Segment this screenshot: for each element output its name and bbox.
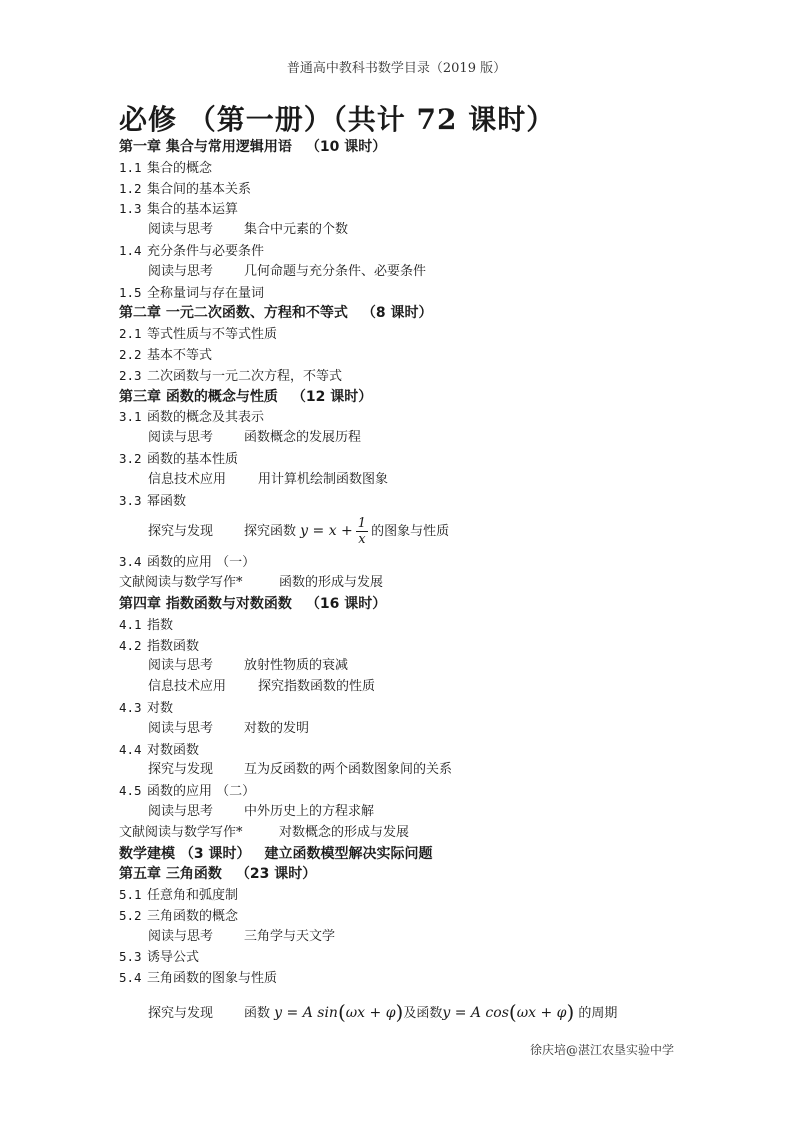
section-1-1: [119, 158, 719, 179]
section-4-4: [119, 740, 719, 761]
section-3-4: [119, 552, 719, 573]
formula-cos: y = A cos: [442, 1005, 509, 1022]
chapter-title: 第三章 函数的概念与性质: [119, 388, 278, 405]
section-1-5: [119, 283, 719, 304]
section-number: 5.3: [119, 949, 142, 965]
writing-title: 对数概念的形成与发展: [279, 824, 410, 840]
writing-title: 函数的形成与发展: [279, 575, 384, 591]
chapter-hours: （10 课时）: [305, 139, 387, 155]
section-title: 全称量词与存在量词: [147, 285, 265, 301]
reading-title: 三角学与天文学: [244, 928, 336, 944]
reading-1-3: [119, 220, 719, 241]
section-number: 3.1: [119, 409, 142, 425]
chapter-3: [119, 387, 719, 408]
paren-close: ): [566, 1000, 575, 1025]
section-2-2: [119, 345, 719, 366]
reading-title: 函数概念的发展历程: [244, 430, 362, 446]
page-title: 必修 （第一册）（共计 72 课时）: [119, 103, 556, 136]
reading-kind: 探究与发现: [148, 762, 214, 778]
reading-3-3: [119, 511, 719, 552]
fraction-denominator: x: [358, 532, 366, 548]
reading-kind: 信息技术应用: [148, 471, 227, 487]
section-title: 对数: [147, 700, 174, 716]
chapter-title: 第二章 一元二次函数、方程和不等式: [119, 305, 348, 322]
reading-3-2: [119, 470, 719, 491]
reading-kind: 阅读与思考: [148, 803, 214, 819]
section-5-2: [119, 906, 719, 927]
section-1-2: [119, 179, 719, 200]
reading-title: 集合中元素的个数: [244, 222, 349, 238]
chapter-hours: （8 课时）: [361, 305, 433, 322]
section-title: 基本不等式: [147, 347, 213, 363]
reading-title: 放射性物质的衰减: [244, 658, 349, 674]
section-title: 对数函数: [147, 742, 200, 758]
section-title: 充分条件与必要条件: [147, 243, 265, 259]
reading-kind: 阅读与思考: [148, 430, 214, 446]
section-4-5: [119, 781, 719, 802]
section-number: 4.5: [119, 783, 142, 799]
reading-kind: 阅读与思考: [148, 222, 214, 238]
chapter-title: 第四章 指数函数与对数函数: [119, 595, 292, 612]
math-modeling: [119, 844, 719, 865]
chapter-hours: （12 课时）: [291, 388, 373, 405]
reading-kind: 阅读与思考: [148, 720, 214, 736]
fraction: [356, 516, 368, 547]
section-3-1: [119, 407, 719, 428]
section-number: 4.4: [119, 741, 142, 757]
section-title: 集合间的基本关系: [147, 181, 252, 197]
writing-kind: 文献阅读与数学写作*: [119, 575, 243, 591]
section-title: 函数的应用 （二）: [147, 784, 256, 800]
section-title: 等式性质与不等式性质: [147, 327, 278, 343]
reading-5-4: [119, 993, 719, 1031]
reading-title-pre: 探究函数: [244, 524, 297, 540]
reading-title: 对数的发明: [244, 720, 310, 736]
reading-kind: 阅读与思考: [148, 263, 214, 279]
paren-open: (: [508, 1000, 517, 1025]
reading-kind: 探究与发现: [148, 524, 214, 540]
section-title: 三角函数的概念: [147, 908, 239, 924]
chapter-2: [119, 303, 719, 324]
section-number: 4.3: [119, 699, 142, 715]
section-5-1: [119, 885, 719, 906]
reading-4-2b: [119, 677, 719, 698]
section-5-4: [119, 968, 719, 989]
reading-kind: 探究与发现: [148, 1006, 214, 1022]
section-title: 指数: [147, 617, 174, 633]
section-number: 1.5: [119, 284, 142, 300]
section-number: 1.3: [119, 201, 142, 217]
section-number: 1.1: [119, 159, 142, 175]
chapter-5: [119, 864, 719, 885]
formula-arg: ωx + φ: [345, 1005, 396, 1022]
section-title: 函数的概念及其表示: [147, 410, 265, 426]
writing-kind: 文献阅读与数学写作*: [119, 824, 243, 840]
section-title: 指数函数: [147, 638, 200, 654]
reading-title-post: 的周期: [578, 1006, 618, 1022]
reading-kind: 阅读与思考: [148, 928, 214, 944]
section-number: 5.1: [119, 887, 142, 903]
section-title: 集合的概念: [147, 160, 213, 176]
modeling-topic: 建立函数模型解决实际问题: [264, 845, 433, 862]
reading-4-5: [119, 802, 719, 823]
section-1-3: [119, 199, 719, 220]
page-footer: 徐庆培@湛江农垦实验中学: [530, 1043, 675, 1057]
section-title: 诱导公式: [147, 950, 200, 966]
section-title: 二次函数与一元二次方程，不等式: [147, 368, 343, 384]
section-number: 2.3: [119, 367, 142, 383]
section-number: 5.4: [119, 970, 142, 986]
section-1-4: [119, 241, 719, 262]
chapter-4: [119, 594, 719, 615]
chapter-title: 第一章 集合与常用逻辑用语: [119, 139, 292, 155]
reading-4-4: [119, 760, 719, 781]
reading-title: 中外历史上的方程求解: [244, 803, 375, 819]
reading-4-3: [119, 719, 719, 740]
page-header: 普通高中教科书数学目录（2019 版）: [286, 61, 507, 76]
writing-3: [119, 573, 719, 594]
reading-title-post: 的图象与性质: [371, 524, 450, 540]
reading-4-2a: [119, 656, 719, 677]
writing-4: [119, 823, 719, 844]
toc: [119, 137, 719, 1031]
section-title: 三角函数的图象与性质: [147, 971, 278, 987]
reading-title: 几何命题与充分条件、必要条件: [244, 263, 427, 279]
section-2-1: [119, 324, 719, 345]
section-title: 函数的基本性质: [147, 451, 239, 467]
section-4-3: [119, 698, 719, 719]
section-title: 集合的基本运算: [147, 202, 239, 218]
reading-title-mid: 及函数: [403, 1006, 443, 1022]
reading-kind: 信息技术应用: [148, 679, 227, 695]
section-4-2: [119, 636, 719, 657]
reading-title-pre: 函数: [244, 1006, 271, 1022]
section-number: 3.2: [119, 450, 142, 466]
section-number: 4.1: [119, 616, 142, 632]
section-title: 函数的应用 （一）: [147, 555, 256, 571]
section-number: 3.4: [119, 554, 142, 570]
chapter-title: 第五章 三角函数: [119, 866, 222, 883]
reading-title: 互为反函数的两个函数图象间的关系: [244, 762, 453, 778]
section-title: 任意角和弧度制: [147, 888, 239, 904]
section-3-2: [119, 449, 719, 470]
reading-5-2: [119, 927, 719, 948]
section-number: 1.4: [119, 242, 142, 258]
paren-close: ): [395, 1000, 404, 1025]
section-number: 4.2: [119, 637, 142, 653]
section-title: 幂函数: [147, 493, 187, 509]
chapter-hours: （23 课时）: [235, 866, 317, 883]
modeling-title: 数学建模 （3 课时）: [119, 845, 251, 862]
paren-open: (: [337, 1000, 346, 1025]
section-2-3: [119, 366, 719, 387]
section-number: 2.2: [119, 346, 142, 362]
reading-3-1: [119, 428, 719, 449]
formula-sin: y = A sin: [274, 1005, 338, 1022]
reading-title: 探究指数函数的性质: [258, 679, 376, 695]
chapter-hours: （16 课时）: [305, 595, 387, 612]
chapter-1: [119, 137, 719, 158]
reading-title: 用计算机绘制函数图象: [258, 471, 389, 487]
section-number: 2.1: [119, 326, 142, 342]
fraction-numerator: 1: [357, 516, 367, 532]
reading-1-4: [119, 262, 719, 283]
section-number: 1.2: [119, 180, 142, 196]
section-number: 3.3: [119, 492, 142, 508]
reading-kind: 阅读与思考: [148, 658, 214, 674]
section-number: 5.2: [119, 907, 142, 923]
formula-text: y = x +: [300, 523, 353, 540]
section-3-3: [119, 491, 719, 512]
section-5-3: [119, 947, 719, 968]
formula-arg: ωx + φ: [516, 1005, 567, 1022]
section-4-1: [119, 615, 719, 636]
